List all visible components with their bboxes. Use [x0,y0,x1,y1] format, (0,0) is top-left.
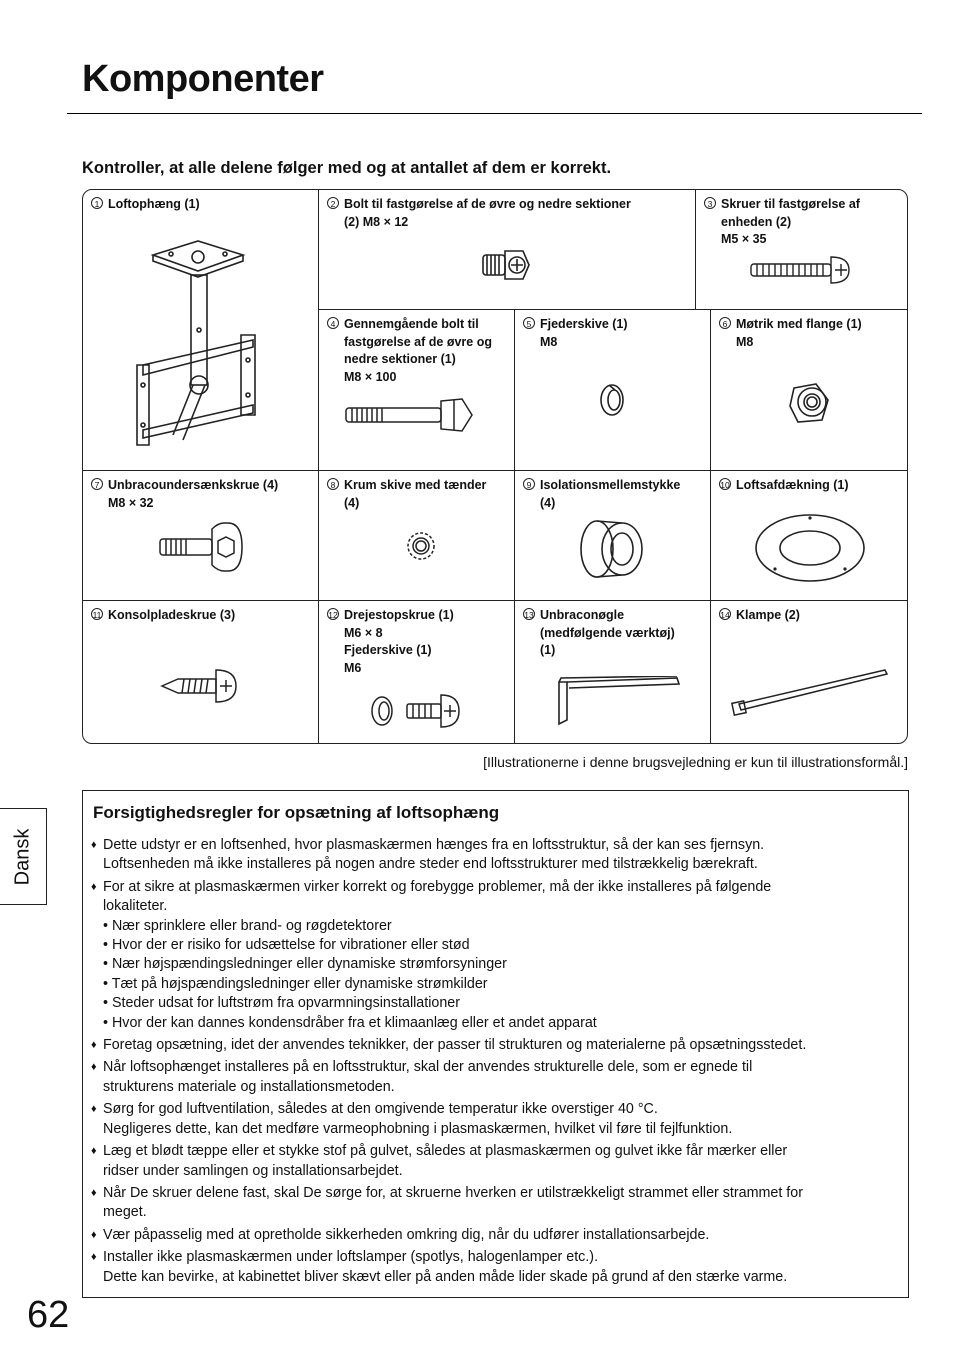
precaution-line: • Hvor der kan dannes kondensdråber fra et klimaanlæg eller et andet apparat [103,1014,597,1031]
part-cell-14 [711,601,908,744]
bullet-diamond-icon: ♦ [91,1039,97,1052]
insulation-spacer-illustration [577,516,652,581]
part-label [719,477,905,495]
part-cell-8 [319,471,515,601]
precaution-line: • Nær sprinklere eller brand- og røgdetektorer [103,917,392,934]
precaution-line: • Tæt på højspændingsledninger eller dynamiske strømkilder [103,975,488,992]
part-label-line: M6 × 8 [344,625,383,640]
precaution-line: • Steder udsat for luftstrøm fra opvarmningsinstallationer [103,995,461,1012]
screw-m5x35-illustration [749,253,854,288]
part-number-badge: 14 [720,610,730,620]
precaution-line: Dette udstyr er en loftsenhed, hvor plasmaskærmen hænges fra en loftsstruktur, så der kan ses fjernsyn. [103,837,765,853]
part-label-line: (4) [540,495,556,510]
part-label-line: (2) M8 × 12 [344,214,409,229]
precaution-line: lokaliteter. [103,898,168,915]
precaution-item [91,836,901,875]
bullet-diamond-icon: ♦ [91,880,97,893]
part-label-line: Klampe (2) [736,608,800,622]
part-label [523,477,706,512]
precaution-item [91,1142,901,1181]
part-label-line: Konsolpladeskrue (3) [108,608,236,622]
precaution-line: Negligeres dette, kan det medføre varmeophobning i plasmaskærmen, hvilket vil føre til fejlfunktion. [103,1120,733,1137]
precautions-list [91,836,901,1290]
rotation-stop-screw-and-washer-illustration [369,691,464,731]
bullet-diamond-icon: ♦ [91,1145,97,1158]
language-tab [0,808,47,905]
bolt-m8x12-illustration [479,245,534,285]
part-number-badge: 9 [523,478,535,490]
language-tab-label: Dansk [11,828,34,885]
part-number-badge: 13 [524,610,534,620]
part-label-line: Fjederskive (1) [344,643,432,657]
precaution-line: Dette kan bevirke, at kabinettet bliver skævt eller på anden måde lider skade på grund af den stærke varme. [103,1268,788,1285]
part-label-line: Gennemgående bolt til [344,317,479,331]
precaution-item [91,878,901,1033]
part-label-line: Unbraconøgle [540,608,625,622]
precaution-line: Når De skruer delene fast, skal De sørge for, at skruerne hverken er utilstrækkeligt strammet eller strammet for [103,1184,803,1201]
precaution-line: Installer ikke plasmaskærmen under loftslamper (spotlys, halogenlamper etc.). [103,1249,599,1266]
hex-key-illustration [553,676,683,731]
bullet-diamond-icon: ♦ [91,839,97,851]
parts-table [82,189,908,744]
precaution-line: • Hvor der er risiko for udsættelse for vibrationer eller stød [103,937,470,954]
part-number-badge: 5 [523,317,535,329]
part-label-line: (medfølgende værktøj) [540,625,675,640]
toothed-washer-illustration [404,526,439,566]
hex-socket-countersunk-screw-illustration [158,519,248,579]
part-label-line: nedre sektioner (1) [344,352,456,366]
part-number-badge: 3 [704,197,716,209]
part-label [327,477,510,512]
precaution-line: Vær påpasselig med at opretholde sikkerheden omkring dig, når du udfører installationsarbejde. [103,1226,710,1243]
precaution-line: Læg et blødt tæppe eller et stykke stof på gulvet, således at plasmaskærmen og gulvet ikke får mærker eller [103,1143,788,1160]
illustration-caption: [Illustrationerne i denne brugsvejledning er kun til illustrationsformål.] [483,754,908,770]
part-cell-10 [711,471,908,601]
part-label-line: Loftsafdækning (1) [736,478,849,492]
part-label-line: M8 × 32 [108,495,154,510]
precaution-item [91,1058,901,1097]
precaution-line: • Nær højspændingsledninger eller dynamiske strømforsyninger [103,956,507,973]
precaution-item [91,1100,901,1139]
part-cell-7 [83,471,319,601]
page-title: Komponenter [82,58,324,100]
flange-nut-m8-illustration [786,378,836,428]
part-label-line: Isolationsmellemstykke [540,478,681,492]
precaution-line: ridser under samlingen og installationsarbejdet. [103,1162,403,1179]
part-label-line: M8 [540,334,558,349]
spring-washer-m8-illustration [595,380,630,420]
precaution-item [91,1248,901,1287]
precaution-line: Sørg for god luftventilation, således at den omgivende temperatur ikke overstiger 40 °C. [103,1101,658,1118]
bullet-diamond-icon: ♦ [91,1186,97,1199]
bullet-diamond-icon: ♦ [91,1228,97,1241]
precaution-line: meget. [103,1204,147,1221]
precaution-line: Loftsenheden må ikke installeres på nogen andre steder end loftsstrukturer med tilstrækkelig bærekraft. [103,856,758,873]
part-label-line: M8 [736,334,754,349]
part-cell-4 [319,310,515,471]
precaution-item [91,1226,901,1245]
part-label [719,607,905,625]
part-label-line: M5 × 35 [721,232,767,246]
section-subtitle: Kontroller, at alle delene følger med og at antallet af dem er korrekt. [82,159,612,177]
part-cell-13 [515,601,711,744]
part-label [91,196,314,214]
part-cell-11 [83,601,319,744]
bracket-plate-screw-illustration [158,666,238,706]
bullet-diamond-icon: ♦ [91,1061,97,1074]
precautions-title: Forsigtighedsregler for opsætning af loftsophæng [93,803,500,822]
part-label-line: Loftophæng (1) [108,197,200,211]
part-number-badge: 12 [328,610,338,620]
part-cell-3 [696,190,908,310]
part-cell-5 [515,310,711,471]
precaution-item [91,1184,901,1223]
part-label-line: (1) [540,643,556,657]
part-label-line: Møtrik med flange (1) [736,317,862,331]
title-divider [67,113,922,114]
part-label-line: fastgørelse af de øvre og [344,334,492,349]
part-number-badge: 1 [91,197,103,209]
part-label [523,316,706,351]
part-label-line: enheden (2) [721,214,792,229]
bullet-diamond-icon: ♦ [91,1251,97,1264]
part-label [91,607,314,625]
part-label [523,607,706,660]
part-label-line: Unbracoundersænkskrue (4) [108,478,279,492]
part-number-badge: 4 [327,317,339,329]
part-number-badge: 10 [720,480,730,490]
part-label-line: Krum skive med tænder [344,478,487,492]
part-label [327,196,691,231]
part-cell-1 [83,190,319,471]
part-number-badge: 7 [91,478,103,490]
part-label-line: Skruer til fastgørelse af [721,197,860,211]
part-label [704,196,905,249]
part-number-badge: 11 [92,610,102,620]
precaution-line: strukturens materiale og installationsmetoden. [103,1078,395,1095]
part-cell-9 [515,471,711,601]
part-label [327,607,510,677]
part-number-badge: 8 [327,478,339,490]
through-bolt-m8x100-illustration [344,395,479,435]
ceiling-cover-illustration [753,511,868,586]
part-label [91,477,314,512]
part-cell-6 [711,310,908,471]
part-label-line: Drejestopskrue (1) [344,608,454,622]
precaution-line: For at sikre at plasmaskærmen virker korrekt og forebygge problemer, må der ikke installeres på følgende [103,878,772,895]
part-number-badge: 6 [719,317,731,329]
part-label [719,316,905,351]
ceiling-bracket-illustration [123,235,273,460]
part-label-line: M8 × 100 [344,369,397,384]
part-cell-12 [319,601,515,744]
precaution-item [91,1036,901,1055]
part-label-line: Fjederskive (1) [540,317,628,331]
page-number: 62 [27,1294,70,1336]
part-label-line: Bolt til fastgørelse af de øvre og nedre sektioner [344,197,631,211]
part-number-badge: 2 [327,197,339,209]
part-label-line: M6 [344,660,362,675]
precaution-line: Foretag opsætning, idet der anvendes teknikker, der passer til strukturen og materialerne på opsætningsstedet. [103,1037,807,1054]
precaution-line: Når loftsophænget installeres på en loftsstruktur, skal der anvendes strukturelle dele, som er egnede til [103,1059,753,1076]
part-label-line: (4) [344,495,360,510]
part-label [327,316,510,386]
precautions-box [82,790,909,1298]
bullet-diamond-icon: ♦ [91,1103,97,1116]
part-cell-2 [319,190,696,310]
cable-clamp-illustration [731,666,891,721]
